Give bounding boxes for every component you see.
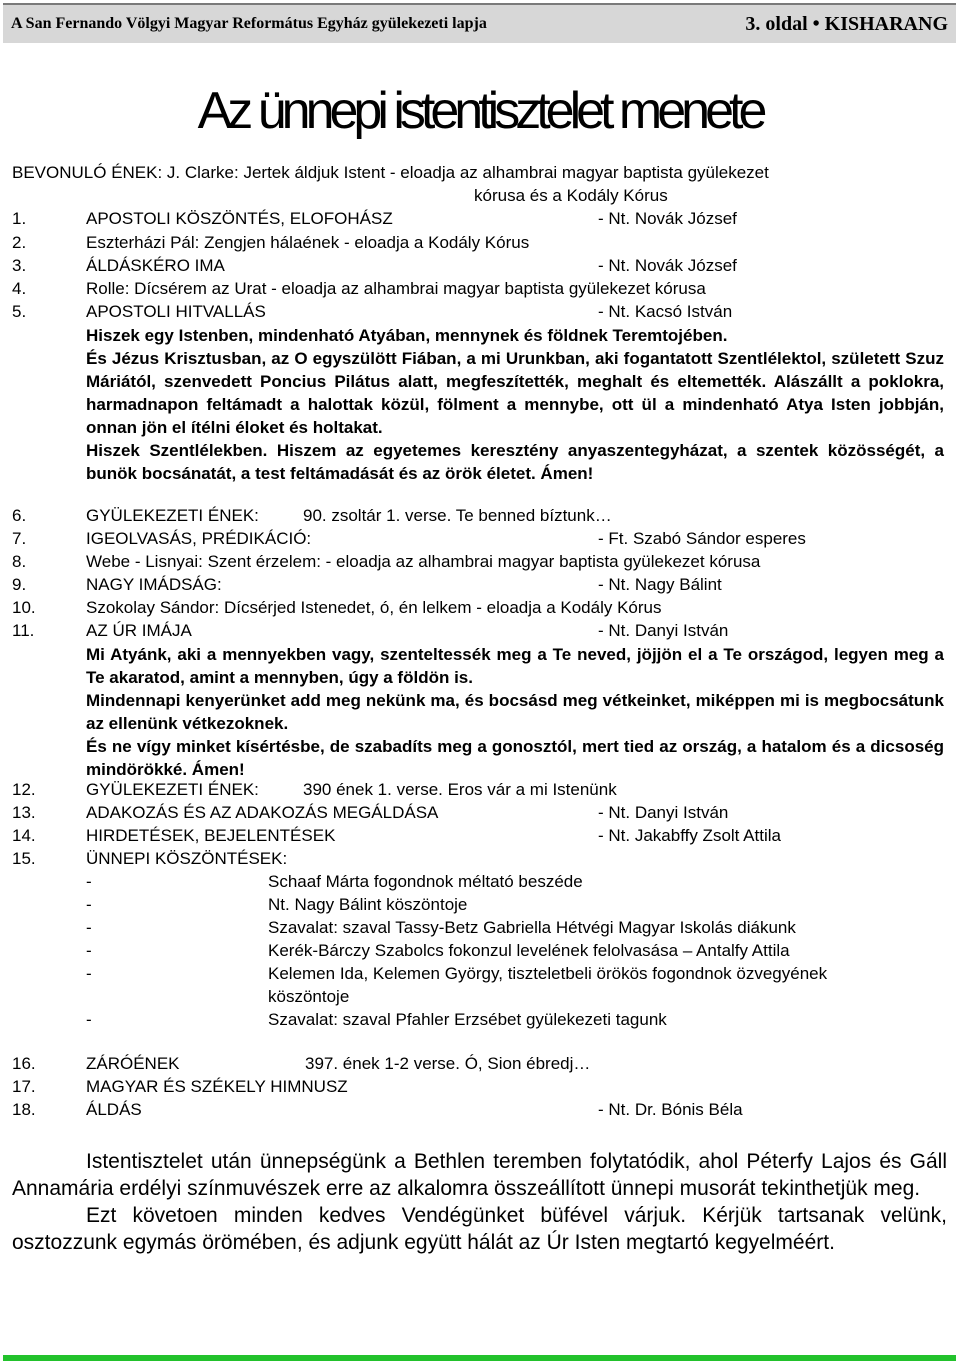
apostles-creed: [86, 324, 944, 485]
page-number-label: 3. oldal • KISHARANG: [745, 13, 948, 35]
opening-hymn-line1: BEVONULÓ ÉNEK: J. Clarke: Jertek áldjuk Istent - eloadja az alhambrai magyar baptista gyülekezet: [12, 163, 769, 182]
bottom-divider: [3, 1355, 956, 1361]
publication-name: A San Fernando Völgyi Magyar Református Egyház gyülekezeti lapja: [11, 15, 487, 32]
creed-paragraph3: Hiszek Szentlélekben. Hiszem az egyetemes keresztény anyaszentegyházat, a szentek közösségét, a bunök bocsánatát, a test feltámadását és az örök életet. Ámen!: [86, 441, 944, 483]
creed-paragraph2: És Jézus Krisztusban, az O egyszülött Fiában, a mi Urunkban, aki fogantatott Szentlélektol, született Szuz Máriától, szenvedett Poncius Pilátus alatt, megfeszítették, meghalt és eltemették. Alászállt a poklokra, harmadnapon feltámadt a halottak közül, fölment a mennybe, ott ül a mindenható Atya Isten jobbján, onnan jön el ítélni éloket és holtakat.: [86, 349, 944, 437]
creed-line1: Hiszek egy Istenben, mindenható Atyában, mennynek és földnek Teremtojében.: [86, 326, 728, 345]
lords-prayer-p3: És ne vígy minket kísértésbe, de szabadíts meg a gonosztól, mert tied az ország, a hatalom és a dicsoség mindörökké. Ámen!: [86, 737, 944, 779]
page-header: [3, 3, 956, 43]
closing-paragraph1: Istentisztelet után ünnepségünk a Bethlen teremben folytatódik, ahol Péterfy Lajos és Gáll Annamária erdélyi színmuvészek erre az alkalomra összeállított ünnepi musorát tekinthetjük meg.: [12, 1150, 947, 1200]
lords-prayer-p1: Mi Atyánk, aki a mennyekben vagy, szenteltessék meg a Te neved, jöjjön el a Te országod, legyen meg a Te akaratod, amint a mennyben, úgy a földön is.: [86, 645, 944, 687]
opening-hymn-line2: kórusa és a Kodály Kórus: [474, 186, 668, 205]
lords-prayer: [86, 643, 944, 781]
lords-prayer-p2: Mindennapi kenyerünket add meg nekünk ma, és bocsásd meg vétkeinket, miképpen mi is megbocsátunk az ellenünk vétkezoknek.: [86, 691, 944, 733]
closing-paragraph2: Ezt követoen minden kedves Vendégünket büfével várjuk. Kérjük tartsanak velünk, osztozzunk egymás örömében, és adjunk együtt hálát az Úr Isten megtartó kegyelméért.: [12, 1204, 947, 1254]
closing-text: [12, 1148, 947, 1256]
page-title: Az ünnepi istentisztelet menete: [197, 82, 763, 140]
